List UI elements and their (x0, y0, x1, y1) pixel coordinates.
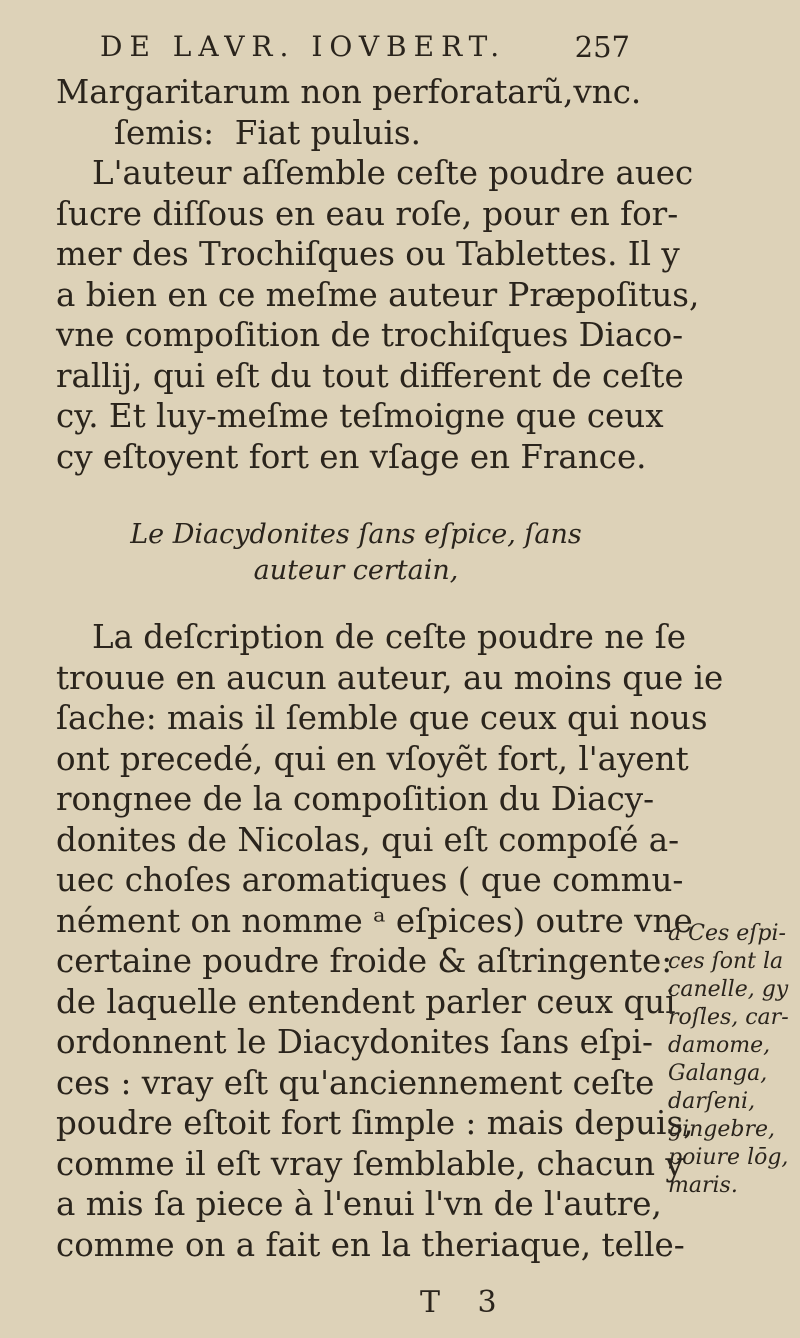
text-line: La deſcription de ceſte poudre ne ſe (92, 618, 686, 656)
text-line: ſemis: Fiat puluis. (114, 113, 421, 152)
text-line: ordonnent le Diacydonites ſans eſpi- (56, 1023, 654, 1061)
running-title: DE LAVR. IOVBERT. (100, 30, 507, 63)
margin-note-line: damome, (668, 1033, 771, 1058)
text-line: rallij, qui eſt du tout different de ceſte (56, 356, 684, 395)
margin-note (668, 920, 798, 1200)
text-line: ſucre diſſous en eau roſe, pour en for- (56, 194, 679, 233)
text-line: L'auteur aſſemble ceſte poudre auec (92, 154, 694, 192)
text-line: donites de Nicolas, qui eſt compoſé a- (56, 820, 680, 859)
margin-note-line: darſeni, (668, 1089, 756, 1114)
text-line: trouue en aucun auteur, au moins que ie (56, 658, 724, 697)
text-line: comme on a fait en la theriaque, telle- (56, 1225, 685, 1264)
text-line: mer des Trochiſques ou Tablettes. Il y (56, 235, 680, 273)
signature-mark: T 3 (420, 1285, 511, 1320)
margin-note-line: Galanga, (668, 1061, 768, 1086)
margin-note-line: roſles, car- (668, 1005, 789, 1030)
text-line: nément on nomme ᵃ eſpices) outre vne (56, 901, 693, 940)
margin-note-line: a Ces eſpi- (668, 921, 786, 946)
section-heading (56, 517, 656, 589)
margin-note-line: canelle, gy (668, 977, 789, 1002)
margin-note-line: ces ſont la (668, 949, 784, 974)
text-line: de laquelle entendent parler ceux qui (56, 982, 676, 1021)
text-line: a bien en ce meſme auteur Præpoſitus, (56, 275, 700, 314)
heading-line: Le Diacydonites ſans eſpice, ſans (130, 519, 582, 550)
text-line: vne compoſition de trochiſques Diaco- (56, 316, 684, 354)
text-line: a mis ſa piece à l'enui l'vn de l'autre, (56, 1185, 662, 1223)
running-head (100, 30, 630, 70)
text-line: ces : vray eſt qu'anciennement ceſte (56, 1063, 655, 1102)
text-line: rongnee de la compoſition du Diacy- (56, 780, 655, 818)
heading-line: auteur certain, (253, 555, 459, 586)
text-line: cy eſtoyent fort en vſage en France. (56, 437, 647, 476)
text-line: Margaritarum non perforatarũ,vnc. (56, 73, 642, 111)
text-line: comme il eſt vray ſemblable, chacun y (56, 1144, 684, 1183)
margin-note-line: gingebre, (668, 1117, 776, 1142)
text-line: certaine poudre froide & aſtringente: (56, 942, 673, 980)
text-line: poudre eſtoit fort ſimple : mais depuis, (56, 1104, 694, 1142)
text-line: ont precedé, qui en vſoyẽt fort, l'ayent (56, 739, 689, 778)
margin-note-line: maris. (668, 1173, 738, 1198)
text-line: uec choſes aromatiques ( que commu- (56, 861, 684, 899)
text-line: ſache: mais il ſemble que ceux qui nous (56, 699, 708, 737)
margin-note-line: poiure lōg, (668, 1145, 789, 1170)
page-number: 257 (574, 30, 630, 64)
text-line: cy. Et luy-meſme teſmoigne que ceux (56, 397, 664, 435)
